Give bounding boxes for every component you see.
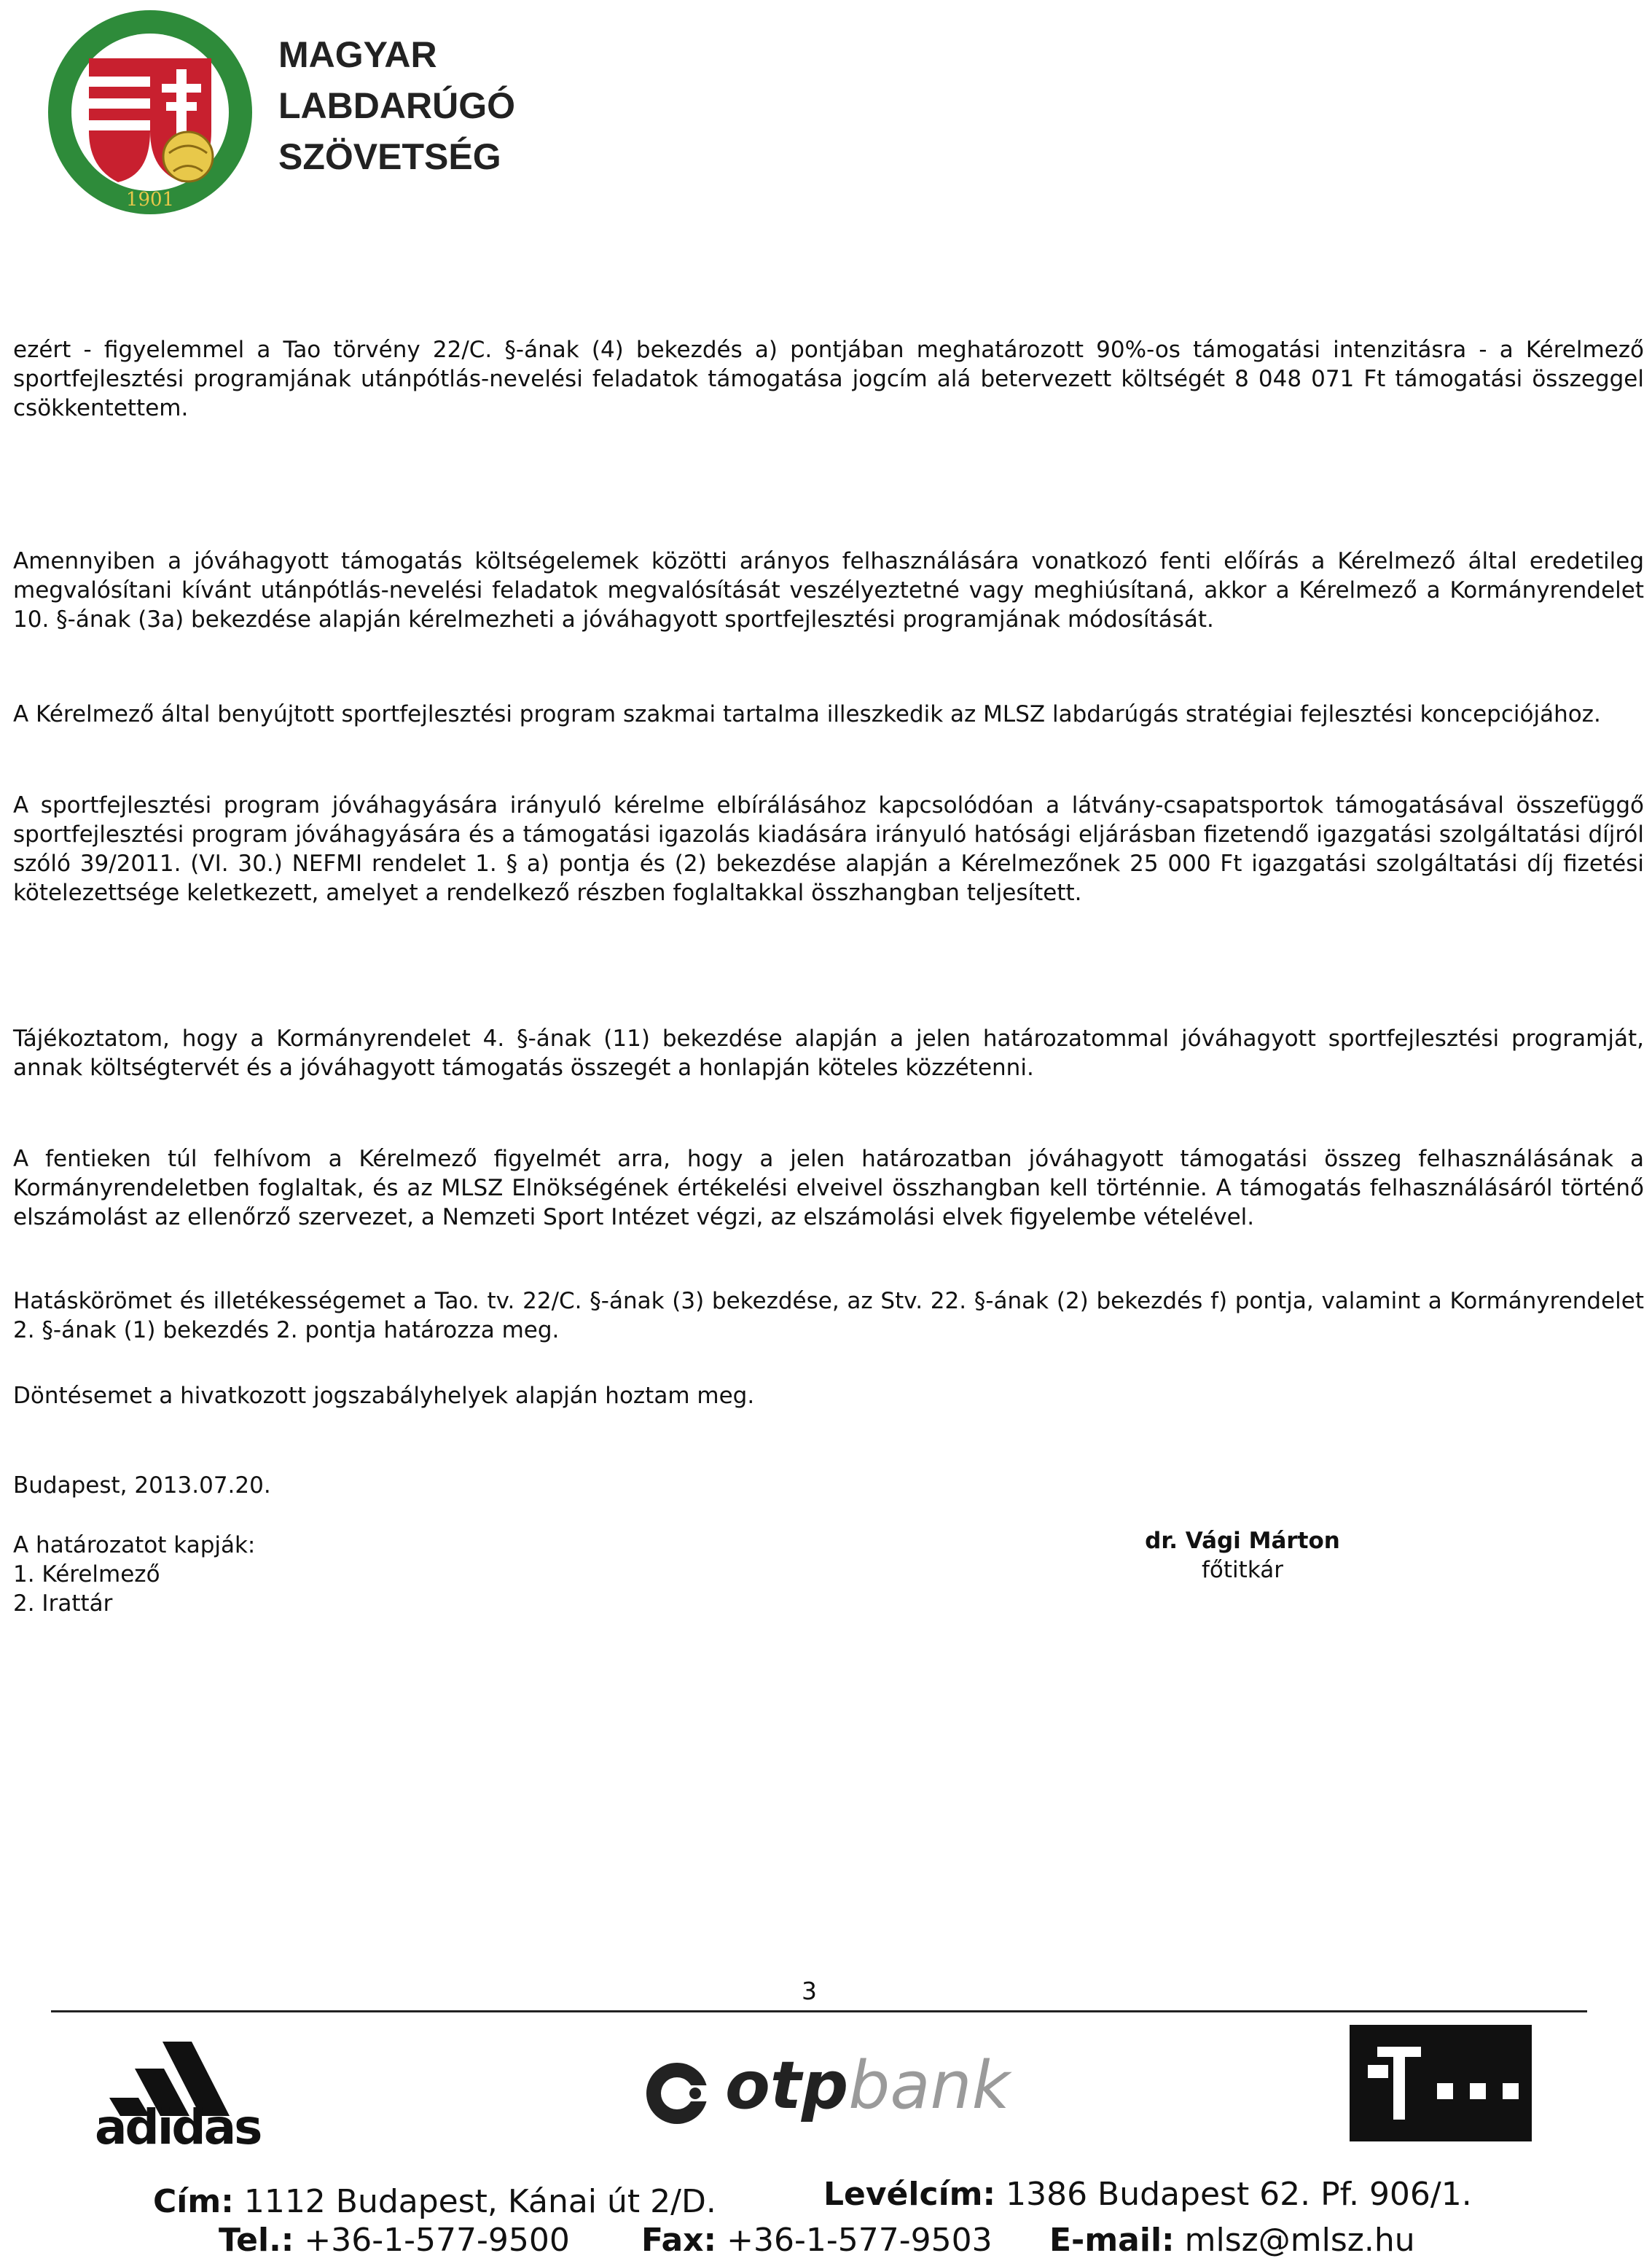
otp-word-strong: otp xyxy=(725,2047,849,2124)
page-number: 3 xyxy=(802,1977,817,2005)
signatory-title: főtitkár xyxy=(1202,1557,1283,1583)
fax-value: +36-1-577-9503 xyxy=(727,2222,993,2259)
emblem-year: 1901 xyxy=(125,189,175,211)
tel-value: +36-1-577-9500 xyxy=(304,2222,570,2259)
footer-fax xyxy=(641,2222,993,2259)
body-paragraph: Tájékoztatom, hogy a Kormányrendelet 4. §-ának (11) bekezdése alapján a jelen határozatommal jóváhagyott sportfejlesztési programját, annak költségtervét és a jóváhagyott támogatás összegét a honlapján köteles közzétenni. xyxy=(13,1026,1644,1081)
org-name-line: SZÖVETSÉG xyxy=(278,136,501,177)
footer-email xyxy=(1049,2222,1415,2259)
footer-address xyxy=(153,2183,716,2220)
mail-value: 1386 Budapest 62. Pf. 906/1. xyxy=(1006,2176,1472,2213)
otp-word-light: bank xyxy=(848,2047,1010,2124)
email-label: E-mail: xyxy=(1049,2222,1175,2259)
recipient-item: 1. Kérelmező xyxy=(13,1561,160,1588)
footer-mail-address xyxy=(823,2176,1472,2213)
footer-divider xyxy=(51,2010,1587,2012)
body-paragraph: ezért - figyelemmel a Tao törvény 22/C. §-ának (4) bekezdés a) pontjában meghatározott 90%-os támogatási intenzitásra - a Kérelmező sportfejlesztési programjának utánpótlás-nevelési feladatok támogatása jogcím alá betervezett költségét 8 048 071 Ft támogatási összeggel csökkentettem. xyxy=(13,337,1644,421)
organization-name xyxy=(278,29,515,182)
place-and-date: Budapest, 2013.07.20. xyxy=(13,1472,271,1499)
tel-label: Tel.: xyxy=(219,2222,294,2259)
org-name-line: LABDARÚGÓ xyxy=(278,85,515,126)
body-paragraph: A Kérelmező által benyújtott sportfejlesztési program szakmai tartalma illeszkedik az MLSZ labdarúgás stratégiai fejlesztési koncepciójához. xyxy=(13,701,1601,727)
address-label: Cím: xyxy=(153,2183,234,2220)
body-paragraph: Hatáskörömet és illetékességemet a Tao. tv. 22/C. §-ának (3) bekezdése, az Stv. 22. §-ának (2) bekezdés f) pontja, valamint a Kormányrendelet 2. §-ának (1) bekezdés 2. pontja határozza meg. xyxy=(13,1288,1644,1343)
signatory-name: dr. Vági Márton xyxy=(1145,1528,1340,1554)
footer-phone xyxy=(219,2222,570,2259)
adidas-wordmark: adidas xyxy=(95,2099,261,2155)
fax-label: Fax: xyxy=(641,2222,717,2259)
address-value: 1112 Budapest, Kánai út 2/D. xyxy=(243,2183,716,2220)
signature-block xyxy=(1126,1526,1359,1585)
email-value: mlsz@mlsz.hu xyxy=(1184,2222,1415,2259)
recipients-title: A határozatot kapják: xyxy=(13,1532,256,1558)
telekom-logo-icon xyxy=(1350,2025,1532,2141)
org-name-line: MAGYAR xyxy=(278,34,437,75)
body-paragraph: A fentieken túl felhívom a Kérelmező figyelmét arra, hogy a jelen határozatban jóváhagyott támogatási összeg felhasználásának a Kormányrendeletben foglaltak, és az MLSZ Elnökségének értékelési elveivel összhangban kell történnie. A támogatás felhasználásáról történő elszámolást az ellenőrző szervezet, a Nemzeti Sport Intézet végzi, az elszámolási elvek figyelembe vételével. xyxy=(13,1146,1644,1230)
mail-label: Levélcím: xyxy=(823,2176,996,2213)
otp-bank-logo-icon xyxy=(643,2059,712,2128)
body-paragraph: A sportfejlesztési program jóváhagyására irányuló kérelme elbírálásához kapcsolódóan a látvány-csapatsportok támogatásával összefüggő sportfejlesztési program jóváhagyására és a támogatási igazolás kiadására irányuló hatósági eljárásban fizetendő igazgatási szolgáltatási díjról szóló 39/2011. (VI. 30.) NEFMI rendelet 1. § a) pontja és (2) bekezdése alapján a Kérelmezőnek 25 000 Ft igazgatási szolgáltatási díj fizetési kötelezettsége keletkezett, amelyet a rendelkező részben foglaltakkal összhangban teljesített. xyxy=(13,792,1644,906)
body-paragraph: Amennyiben a jóváhagyott támogatás költségelemek közötti arányos felhasználására vonatkozó fenti előírás a Kérelmező által eredetileg megvalósítani kívánt utánpótlás-nevelési feladatok megvalósítását veszélyeztetné vagy meghiúsítaná, akkor a Kérelmező a Kormányrendelet 10. §-ának (3a) bekezdése alapján kérelmezheti a jóváhagyott sportfejlesztési programjának módosítását. xyxy=(13,548,1644,633)
mlsz-emblem-logo xyxy=(45,7,255,217)
otp-bank-wordmark xyxy=(725,2047,1010,2124)
recipient-item: 2. Irattár xyxy=(13,1590,113,1617)
body-paragraph: Döntésemet a hivatkozott jogszabályhelyek alapján hoztam meg. xyxy=(13,1383,755,1409)
recipients-list xyxy=(13,1531,255,1618)
